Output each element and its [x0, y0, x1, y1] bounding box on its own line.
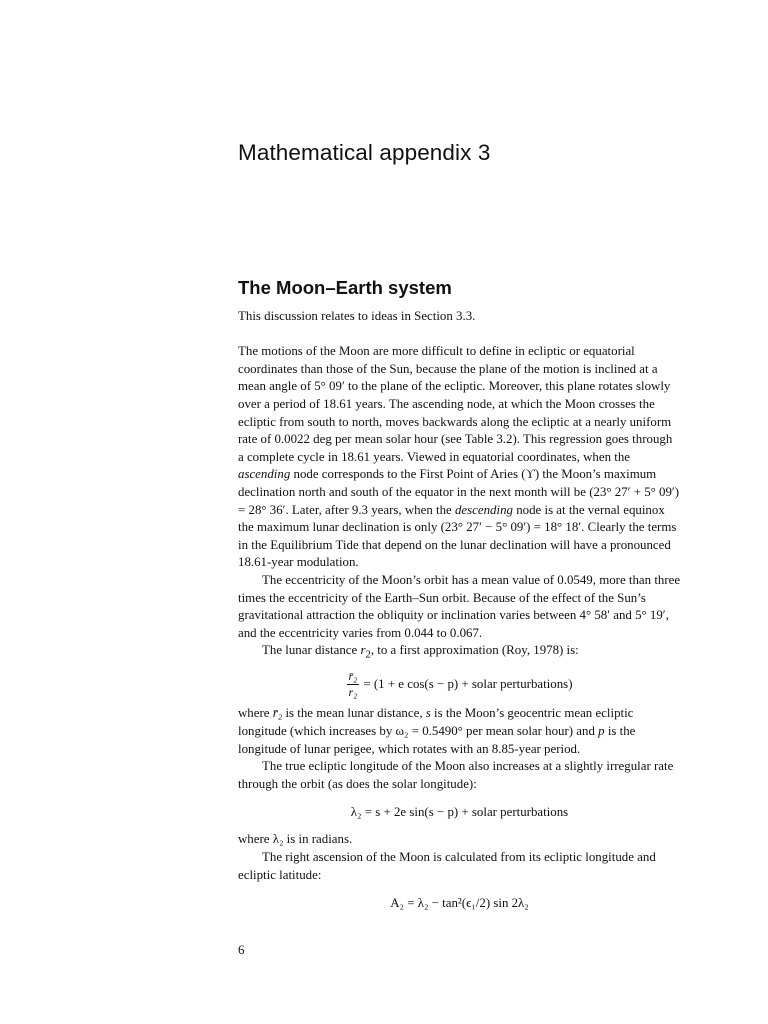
text-run: per mean solar hour) and	[462, 724, 599, 739]
equation-lunar-distance	[238, 666, 681, 702]
fraction	[347, 670, 360, 699]
equation-right-ascension	[238, 884, 681, 924]
text-run: . Later, after 9.3 years, when the	[285, 502, 455, 517]
intro-paragraph: This discussion relates to ideas in Section 3.3.	[238, 309, 476, 323]
section-title: The Moon–Earth system	[238, 277, 452, 298]
equation-rhs: = (1 + e cos(s − p) + solar perturbations)	[363, 676, 573, 691]
variable-p: p	[598, 724, 605, 739]
variable-s: s	[425, 706, 431, 721]
paragraph-eccentricity: The eccentricity of the Moon’s orbit has a mean value of 0.0549, more than three times the eccentricity of the Earth–Sun orbit. Because of the effect of the Sun’s gravitational attraction the obliquity or inclination varies between 4° 58′ and 5° 19′, and the eccentricity varies from 0.044 to 0.067.	[238, 572, 681, 640]
variable-rbar: r̄₂	[272, 706, 283, 721]
emphasis-ascending: ascending	[238, 467, 291, 482]
variable-r: r	[360, 643, 366, 658]
inline-expression: (23° 27′ − 5° 09′) = 18° 18′	[440, 520, 582, 535]
equation-text: A₂ = λ₂ − tan²(ϵ₁/2) sin 2λ₂	[390, 896, 529, 911]
text-run: , to a first approximation (Roy, 1978) is:	[370, 643, 579, 658]
body-text	[238, 308, 681, 924]
text-run: The lunar distance	[262, 643, 361, 658]
fraction-denominator: r₂	[348, 684, 358, 699]
page-number: 6	[238, 942, 245, 957]
paragraph-lunar-motion	[238, 343, 681, 572]
text-run: node is at the vernal equinox the maximum lunar declination is only	[238, 502, 665, 535]
text-run: is the Moon’s geocentric mean ecliptic longitude (which increases by	[238, 706, 634, 739]
text-run: is the mean lunar distance,	[282, 706, 426, 721]
paragraph-true-longitude: The true ecliptic longitude of the Moon also increases at a slightly irregular rate through the orbit (as does the solar longitude):	[238, 759, 674, 791]
paragraph-right-ascension: The right ascension of the Moon is calculated from its ecliptic longitude and ecliptic latitude:	[238, 850, 656, 882]
paragraph-radians: where λ₂ is in radians.	[238, 832, 353, 847]
equation-true-longitude	[238, 793, 681, 831]
subscript: 2	[365, 648, 371, 661]
chapter-title: Mathematical appendix 3	[238, 140, 491, 165]
paragraph-lunar-distance	[238, 642, 681, 664]
equation-text: λ₂ = s + 2e sin(s − p) + solar perturbations	[350, 804, 569, 819]
text-run: . Clearly the terms in the Equilibrium Tide that depend on the lunar declination will have a pronounced 18.61-year modulation.	[238, 520, 677, 570]
text-run: is the longitude of lunar perigee, which rotates with an 8.85-year period.	[238, 724, 636, 756]
fraction-numerator: r̄₂	[348, 668, 358, 683]
text-run: node corresponds to the First Point of Aries (ϒ) the Moon’s maximum declination north and south of the equator in the next month will be	[238, 467, 657, 499]
emphasis-descending: descending	[454, 502, 513, 517]
text-run: where	[238, 706, 273, 721]
inline-expression: ω₂ = 0.5490°	[395, 724, 463, 739]
paragraph-where-rbar	[238, 705, 681, 758]
text-run: The motions of the Moon are more difficult to define in ecliptic or equatorial coordinates than those of the Sun, because the plane of the motion is inclined at a mean angle of 5° 09′ to the plane of the ecliptic. Moreover, this plane rotates slowly over a period of 18.61 years. The ascending node, at which the Moon crosses the ecliptic from south to north, moves backwards along the ecliptic at a nearly uniform rate of 0.0022 deg per mean solar hour (see Table 3.2). This regression goes through a complete cycle in 18.61 years. Viewed in equatorial coordinates, when the	[238, 344, 673, 464]
inline-expression: (23° 27′ + 5° 09′) = 28° 36′	[238, 484, 680, 517]
